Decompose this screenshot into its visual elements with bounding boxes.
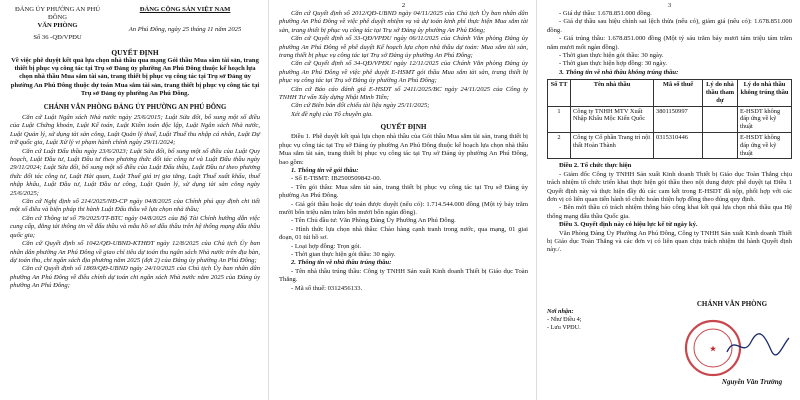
article-2-paragraph: - Bên mời thầu có trách nhiệm thông báo công khai kết quả lựa chọn nhà thầu qua Hệ thống mạng đấu thầu Quốc gia. — [547, 204, 792, 220]
cell — [703, 133, 738, 159]
basis-paragraph: Căn cứ Quyết định số 1869/QĐ-UBND ngày 24/10/2025 của Chủ tịch Ủy ban nhân dân phường An Phú Đông về điều chỉnh dự toán chi ngân sách Nhà nước năm 2025 của Đảng ủy phường An Phú Đông; — [10, 265, 260, 290]
svg-text:★: ★ — [709, 345, 717, 353]
section-heading: 2. Thông tin về nhà thầu trúng thầu: — [291, 259, 392, 267]
section-heading: 1. Thông tin về gói thầu: — [291, 166, 359, 174]
nation-heading: ĐẢNG CỘNG SẢN VIỆT NAM — [139, 6, 231, 13]
col-header: Lý do nhà thầu tham dự — [703, 80, 738, 106]
cell — [703, 106, 738, 132]
basis-paragraph: Căn cứ Luật Đấu thầu ngày 23/6/2023; Luật Sửa đổi, bổ sung một số điều của Luật Quy hoạch, Luật Đầu tư, Luật Đầu tư theo phương thức đối tác công tư và Luật Đấu thầu ngày 29/11/2024; Luật Sửa đổi, bổ sung một số điều của Luật Đấu thầu, Luật Đầu tư theo phương thức đối tác công tư, Luật Hải quan, Luật Thuế giá trị gia tăng, Luật Thuế xuất khẩu, thuế nhập khẩu, Luật Đầu tư, Luật Đầu tư công, Luật Quản lý, sử dụng tài sản công ngày 25/6/2025; — [10, 147, 260, 197]
price-line: - Thời gian thực hiện gói thầu: 30 ngày. — [559, 52, 664, 60]
cell: 3801150997 — [654, 106, 703, 132]
signer-name: Nguyễn Văn Trường — [721, 378, 783, 386]
authority-title: CHÁNH VĂN PHÒNG ĐẢNG ỦY PHƯỜNG AN PHÚ ĐÔNG — [43, 104, 227, 112]
table-row — [548, 106, 792, 132]
basis-paragraph: Căn cứ Quyết định số 34-QĐ/VPĐU ngày 12/11/2025 của Chánh Văn phòng Đảng ủy phường An Phú Đông về việc phê duyệt E-HSMT gói thầu Mua sắm tài sản, trang thiết bị phục vụ công tác tại Trụ sở Đảng ủy phường An Phú Đông; — [279, 60, 528, 85]
cell: E-HSDT không đáp ứng về kỹ thuật — [738, 133, 792, 159]
decision-title: QUYẾT ĐỊNH — [111, 48, 159, 57]
article-3-paragraph: Văn Phòng Đảng Ủy Phường An Phú Đông, Công ty TNHH Sản xuất Kinh doanh Thiết bị Giáo dục Toàn Thắng và các đơn vị có liên quan chịu trách nhiệm thi hành Quyết định này./. — [547, 229, 792, 254]
package-info-item: - Giá gói thầu hoặc dự toán được duyệt (nếu có): 1.714.544.000 đồng (Một tỷ bảy trăm mười bốn triệu năm trăm bốn mươi bốn ngàn đồng). — [279, 200, 528, 216]
cell: Công ty Cổ phần Trang trí nội thất Hoàn Thành — [571, 133, 654, 159]
basis-paragraph: Căn cứ Nghị định số 214/2025/NĐ-CP ngày 04/8/2025 của Chính phủ quy định chi tiết một số điều và biện pháp thi hành Luật Đấu thầu về lựa chọn nhà thầu; — [10, 198, 260, 214]
cell: E-HSDT không đáp ứng về kỹ thuật — [738, 106, 792, 132]
basis-paragraph: Căn cứ Quyết định số 1042/QĐ-UBND-KTHĐT ngày 12/8/2025 của Chủ tịch Ủy ban nhân dân phường An Phú Đông về giao chỉ tiêu dự toán thu ngân sách Nhà nước trên địa bàn, dự toán thu, chi ngân sách địa phương năm 2025 (đợt 2) của Đảng ủy phường An Phú Đông; — [10, 240, 260, 264]
recipients-label: Nơi nhận: — [547, 308, 574, 315]
cell: Công ty TNHH MTV Xuất Nhập Khẩu Mộc Kiến Quốc — [571, 106, 654, 132]
basis-paragraph: Căn cứ Biên bản đối chiếu tài liệu ngày 25/11/2025; — [291, 102, 430, 110]
basis-paragraph: Căn cứ Báo cáo đánh giá E-HSDT số 2411/2025/BC ngày 24/11/2025 của Công ty TNHH Tư vấn Xây dựng Nhật Minh Tiến; — [279, 85, 528, 102]
package-info-item: - Tên gói thầu: Mua sắm tài sản, trang thiết bị phục vụ công tác tại Trụ sở Đảng ủy phường An Phú Đông. — [279, 183, 528, 200]
table-row — [548, 133, 792, 159]
recipient-item: - Như Điều 4; — [547, 316, 582, 323]
cell: 1 — [548, 106, 571, 132]
handwritten-signature-icon — [723, 330, 793, 360]
cell: 0315310446 — [654, 133, 703, 159]
page-number: 3 — [667, 2, 672, 9]
package-info-item: - Thời gian thực hiện gói thầu: 30 ngày. — [291, 250, 396, 258]
winner-info-item: - Tên nhà thầu trúng thầu: Công ty TNHH Sản xuất Kinh doanh Thiết bị Giáo dục Toàn Thắng. — [279, 267, 528, 284]
price-line: - Giá dự thầu sau hiệu chỉnh sai lệch thừa (nếu có), giảm giá (nếu có): 1.678.851.000 đồng. — [547, 18, 792, 34]
org-name: ĐẢNG ỦY PHƯỜNG AN PHÚ ĐÔNG — [14, 6, 101, 21]
page-3 — [536, 0, 800, 400]
package-info-item: - Tên Chủ đầu tư: Văn Phòng Đảng Ủy Phường An Phú Đông. — [291, 217, 456, 225]
article-2: Điều 2. Tổ chức thực hiện — [559, 162, 632, 170]
basis-paragraph: Căn cứ Luật Ngân sách Nhà nước ngày 25/6/2015; Luật Sửa đổi, bổ sung một số điều của Luật Chứng khoán, Luật Kế toán, Luật Kiểm toán độc lập, Luật Ngân sách Nhà nước, Luật Quản lý, sử dụng tài sản công, Luật Quản lý thuế, Luật Thuế thu nhập cá nhân, Luật Dự trữ quốc gia, Luật Xử lý vi phạm hành chính ngày 29/11/2024; — [10, 114, 260, 147]
basis-paragraph: Xét đề nghị của Tổ chuyên gia. — [291, 110, 373, 118]
signature-block — [667, 300, 797, 308]
office-name: VĂN PHÒNG — [37, 22, 78, 29]
article-3: Điều 3. Quyết định này có hiệu lực kể từ ngày ký. — [559, 221, 698, 229]
article-1: Điều 1. Phê duyệt kết quả lựa chọn nhà thầu của Gói thầu Mua sắm tài sản, trang thiết bị phục vụ công tác tại Trụ sở Đảng ủy phường An Phú Đông thuộc kế hoạch lựa chọn nhà thầu Mua sắm tài sản, trang thiết bị phục vụ công tác tại Trụ sở Đảng ủy phường An Phú Đông, bao gồm: — [279, 133, 528, 166]
price-line: - Giá trúng thầu: 1.678.851.000 đồng (Một tỷ sáu trăm bảy mươi tám triệu tám trăm năm mươi mốt ngàn đồng). — [547, 35, 792, 51]
cell: 2 — [548, 133, 571, 159]
basis-paragraph: Căn cứ Quyết định số 33-QĐ/VPĐU ngày 06/11/2025 của Chánh Văn phòng Đảng ủy phường An Phú Đông về phê duyệt Kế hoạch lựa chọn nhà thầu dự toán: Mua sắm tài sản, trang thiết bị phục vụ công tác tại Trụ sở Đảng ủy phường An Phú Đông; — [279, 35, 528, 60]
winner-info-item: - Mã số thuế: 0312456133. — [291, 284, 363, 292]
col-header: Lý do nhà thầu không trúng thầu — [738, 80, 792, 106]
decide-heading: QUYẾT ĐỊNH — [380, 123, 427, 132]
col-header: Số TT — [548, 80, 571, 106]
header — [10, 6, 260, 42]
doc-number: Số 36 -QĐ/VPĐU — [33, 34, 82, 41]
decision-subtitle: Về việc phê duyệt kết quả lựa chọn nhà thầu qua mạng Gói thầu Mua sắm tài sản, trang thiết bị phục vụ công tác tại Trụ sở Đảng ủy phường An Phú Đông thuộc kế hoạch lựa chọn nhà thầu Mua sắm tài sản, trang thiết bị phục vụ công tác tại Trụ sở Đảng ủy phường An Phú Đông thuộc dự toán Mua sắm tài sản, trang thiết bị phục vụ công tác tại Trụ sở Đảng ủy phường An Phú Đông. — [10, 57, 260, 97]
losing-bidders-table — [547, 79, 792, 159]
basis-paragraph: Căn cứ Thông tư số 79/2025/TT-BTC ngày 04/8/2025 của Bộ Tài Chính hướng dẫn việc cung cấp, đăng tải thông tin về đấu thầu và mẫu hồ sơ đấu thầu trên hệ thống mạng đấu thầu quốc gia; — [10, 214, 260, 239]
price-line: - Giá dự thầu: 1.678.851.000 đồng. — [559, 10, 652, 17]
recipients — [547, 308, 581, 332]
table-header-row — [548, 80, 792, 106]
col-header: Tên nhà thầu — [571, 80, 654, 106]
basis-paragraph: Căn cứ Quyết định số 2012/QĐ-UBND ngày 04/11/2025 của Chủ tịch Ủy ban nhân dân phường An Phú Đông về việc phê duyệt nhiệm vụ và dự toán kinh phí thực hiện Mua sắm tài sản, trang thiết bị phục vụ công tác tại Trụ sở Đảng ủy phường An Phú Đông; — [279, 10, 528, 34]
signer-title: CHÁNH VĂN PHÒNG — [696, 300, 768, 308]
page-2 — [268, 0, 536, 400]
section-heading: 3. Thông tin về nhà thầu không trúng thầu: — [559, 68, 679, 76]
package-info-item: - Số E-TBMT: IB2500509842-00. — [291, 175, 382, 183]
package-info-item: - Hình thức lựa chọn nhà thầu: Chào hàng cạnh tranh trong nước, qua mạng, 01 giai đoạn, 01 túi hồ sơ. — [279, 225, 528, 242]
package-info-item: - Loại hợp đồng: Trọn gói. — [291, 242, 362, 250]
article-2-paragraph: - Giám đốc Công ty TNHH Sản xuất Kinh doanh Thiết bị Giáo dục Toàn Thắng chịu trách nhiệm tổ chức triển khai thực hiện gói thầu theo nội dung được phê duyệt tại Điều 1 Quyết định này và thực hiện đầy đủ các cam kết trong E-HSDT đã nộp, phối hợp với các đơn vị có liên quan tiến hành tổ chức hoàn thiện hợp đồng theo đúng quy định. — [547, 170, 792, 204]
page-1 — [0, 0, 268, 400]
page-number: 2 — [401, 2, 406, 9]
price-line: - Thời gian thực hiện hợp đồng: 30 ngày. — [559, 60, 667, 68]
col-header: Mã số thuế — [654, 80, 703, 106]
recipient-item: - Lưu VPĐU. — [547, 324, 581, 331]
doc-date: An Phú Đông, ngày 25 tháng 11 năm 2025 — [128, 26, 242, 33]
